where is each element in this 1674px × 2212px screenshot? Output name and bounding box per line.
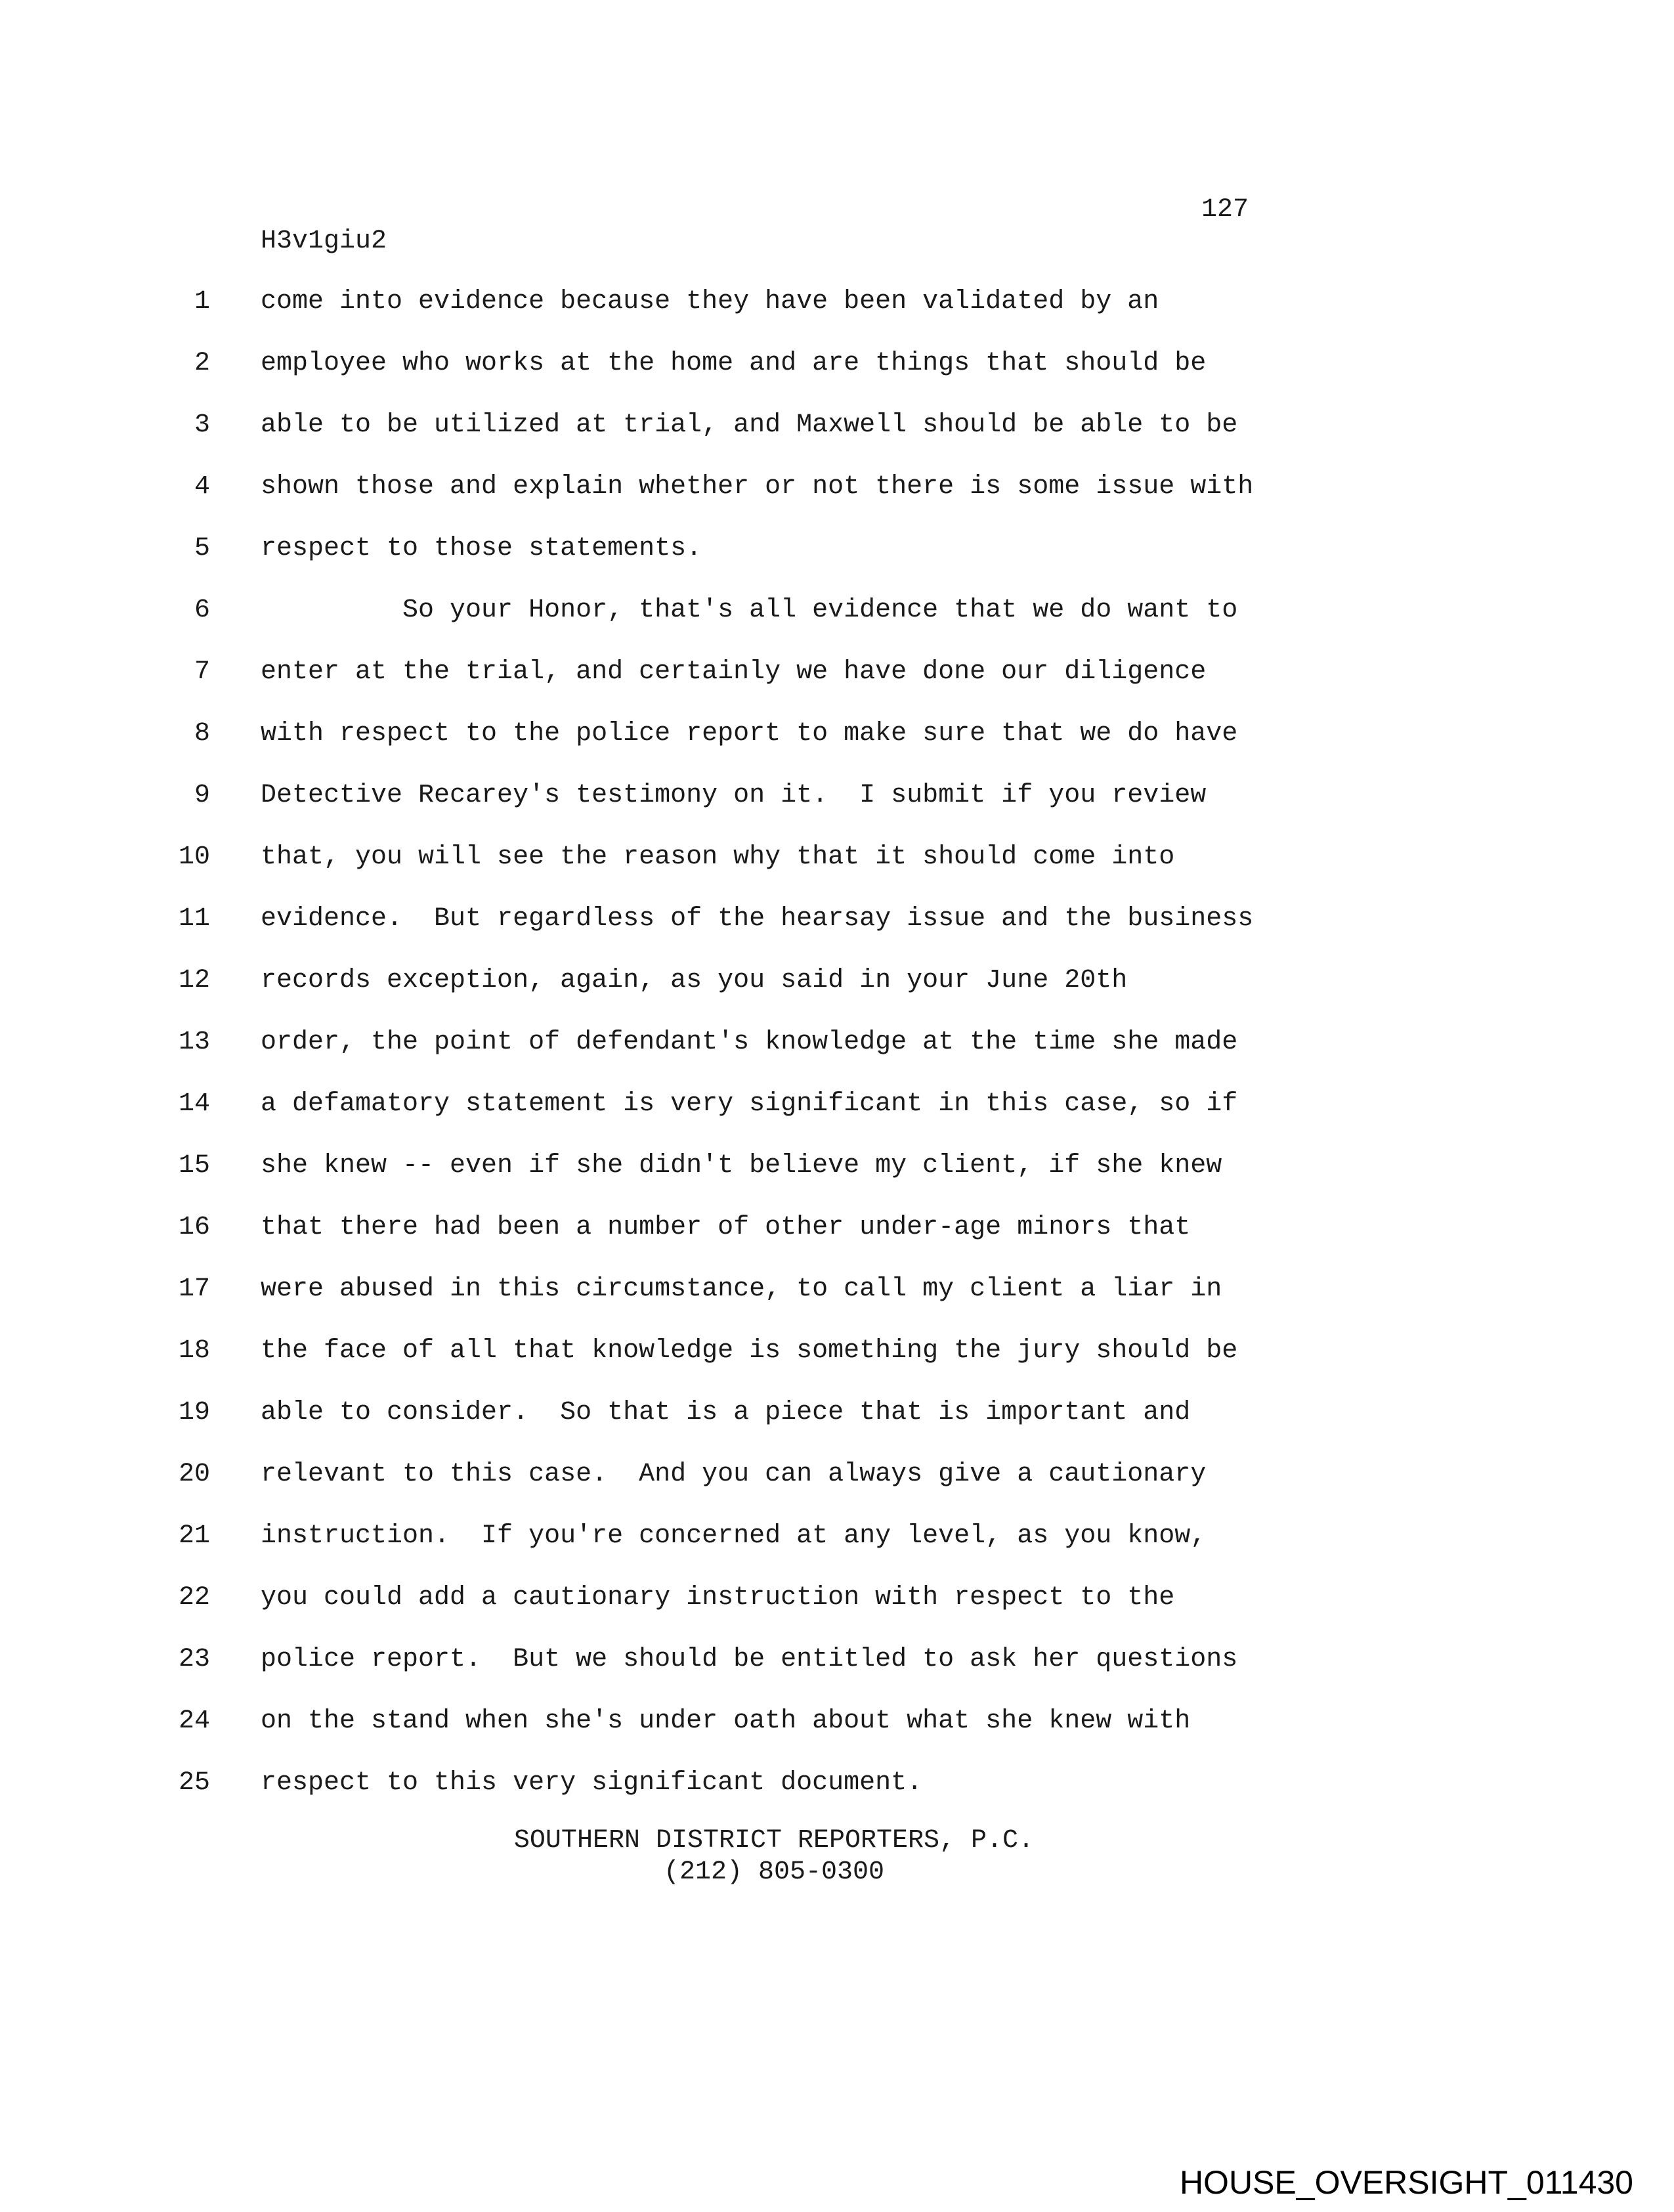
transcript-line	[0, 1706, 1313, 1767]
line-number: 24	[178, 1706, 210, 1736]
line-text: Detective Recarey's testimony on it. I submit if you review	[261, 781, 1207, 810]
line-text: So your Honor, that's all evidence that we do want to	[261, 596, 1238, 625]
line-number: 13	[178, 1028, 210, 1057]
line-text: order, the point of defendant's knowledge at the time she made	[261, 1028, 1238, 1057]
transcript-line	[0, 718, 1313, 780]
transcript-line	[0, 965, 1313, 1027]
bates-number: HOUSE_OVERSIGHT_011430	[1179, 2164, 1633, 2201]
reporter-name: SOUTHERN DISTRICT REPORTERS, P.C.	[513, 1826, 1035, 1855]
transcript-line	[0, 1521, 1313, 1582]
transcript-line	[0, 780, 1313, 842]
reporter-phone: (212) 805-0300	[663, 1857, 885, 1887]
transcript-line	[0, 657, 1313, 718]
line-text: shown those and explain whether or not there is some issue with	[261, 472, 1254, 502]
line-text: instruction. If you're concerned at any level, as you know,	[261, 1521, 1207, 1551]
line-text: respect to this very significant document.	[261, 1768, 923, 1798]
transcript-line	[0, 595, 1313, 657]
line-number: 12	[178, 966, 210, 995]
transcript-line	[0, 1150, 1313, 1212]
transcript-line	[0, 1459, 1313, 1521]
line-number: 22	[178, 1583, 210, 1613]
transcript-line	[0, 1212, 1313, 1274]
transcript-line	[0, 903, 1313, 965]
line-number: 25	[178, 1768, 210, 1798]
line-text: on the stand when she's under oath about what she knew with	[261, 1706, 1191, 1736]
transcript-line	[0, 1767, 1313, 1829]
line-number: 19	[178, 1398, 210, 1427]
transcript-line	[0, 842, 1313, 903]
line-text: respect to those statements.	[261, 534, 702, 563]
transcript-line	[0, 471, 1313, 533]
page-number: 127	[1201, 195, 1249, 225]
line-number: 10	[178, 842, 210, 872]
case-identifier: H3v1giu2	[261, 227, 387, 256]
line-text: records exception, again, as you said in your June 20th	[261, 966, 1128, 995]
line-number: 11	[178, 904, 210, 934]
transcript-line	[0, 286, 1313, 348]
line-number: 4	[194, 472, 210, 502]
line-text: you could add a cautionary instruction with respect to the	[261, 1583, 1175, 1613]
transcript-line	[0, 1089, 1313, 1150]
line-number: 2	[194, 349, 210, 378]
transcript-lines	[0, 286, 1313, 1829]
line-text: that, you will see the reason why that it should come into	[261, 842, 1175, 872]
line-text: with respect to the police report to make sure that we do have	[261, 719, 1238, 748]
line-text: relevant to this case. And you can always give a cautionary	[261, 1460, 1207, 1489]
line-text: able to be utilized at trial, and Maxwell should be able to be	[261, 410, 1238, 440]
line-number: 6	[194, 596, 210, 625]
transcript-line	[0, 1644, 1313, 1706]
line-number: 5	[194, 534, 210, 563]
line-number: 1	[194, 287, 210, 316]
line-text: employee who works at the home and are things that should be	[261, 349, 1207, 378]
line-text: were abused in this circumstance, to call my client a liar in	[261, 1274, 1222, 1304]
line-number: 15	[178, 1151, 210, 1181]
line-text: a defamatory statement is very significant in this case, so if	[261, 1089, 1238, 1119]
transcript-line	[0, 533, 1313, 595]
line-text: police report. But we should be entitled to ask her questions	[261, 1645, 1238, 1674]
line-number: 14	[178, 1089, 210, 1119]
line-number: 16	[178, 1213, 210, 1242]
transcript-line	[0, 1027, 1313, 1089]
transcript-line	[0, 348, 1313, 410]
line-text: she knew -- even if she didn't believe my client, if she knew	[261, 1151, 1222, 1181]
transcript-line	[0, 1335, 1313, 1397]
line-text: evidence. But regardless of the hearsay issue and the business	[261, 904, 1254, 934]
transcript-line	[0, 410, 1313, 471]
line-number: 18	[178, 1336, 210, 1366]
line-text: the face of all that knowledge is something the jury should be	[261, 1336, 1238, 1366]
transcript-line	[0, 1582, 1313, 1644]
line-number: 7	[194, 657, 210, 687]
line-number: 17	[178, 1274, 210, 1304]
line-number: 8	[194, 719, 210, 748]
transcript-line	[0, 1397, 1313, 1459]
transcript-line	[0, 1274, 1313, 1335]
line-number: 23	[178, 1645, 210, 1674]
line-number: 3	[194, 410, 210, 440]
line-text: enter at the trial, and certainly we have done our diligence	[261, 657, 1207, 687]
line-text: able to consider. So that is a piece that is important and	[261, 1398, 1191, 1427]
line-number: 21	[178, 1521, 210, 1551]
line-text: that there had been a number of other under-age minors that	[261, 1213, 1191, 1242]
line-number: 20	[178, 1460, 210, 1489]
line-text: come into evidence because they have been validated by an	[261, 287, 1159, 316]
line-number: 9	[194, 781, 210, 810]
